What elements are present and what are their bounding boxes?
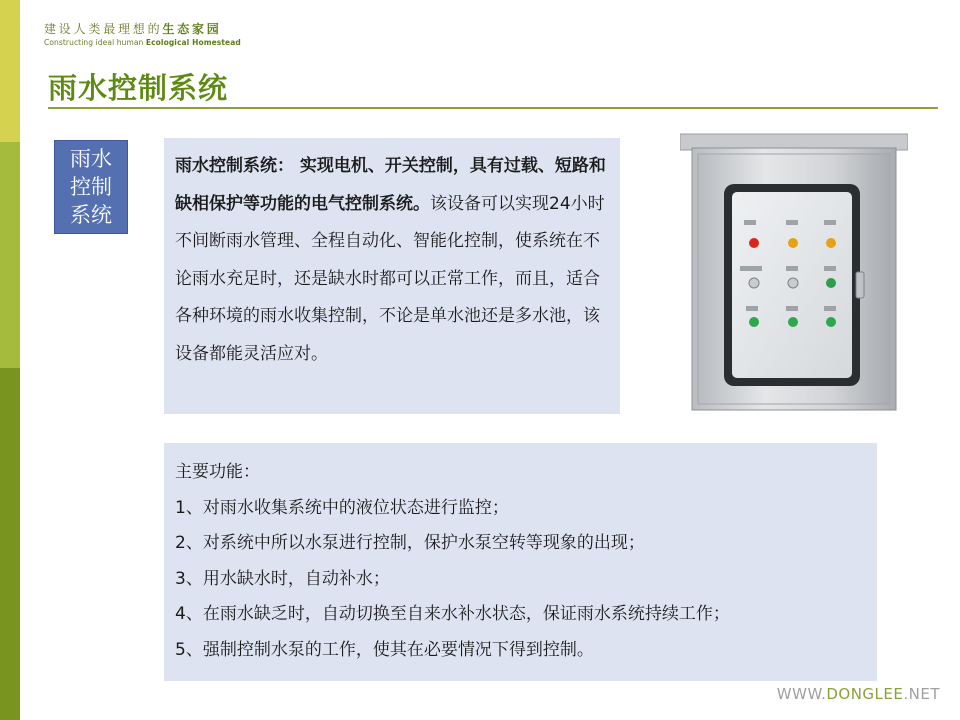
function-item: 1、对雨水收集系统中的液位状态进行监控； — [175, 497, 509, 518]
section-label-line: 系统 — [70, 203, 112, 227]
brand-slogan-cn: 建设人类最理想的生态家园 — [44, 22, 222, 36]
functions-heading: 主要功能： — [175, 462, 260, 482]
section-label-line: 雨水 — [70, 147, 112, 171]
function-item: 5、强制控制水泵的工作，使其在必要情况下得到控制。 — [175, 639, 594, 660]
left-stripe-middle — [0, 142, 20, 368]
control-cabinet-illustration — [680, 132, 908, 414]
description-bold: 实现电机、开关控制，具有过载、短路和缺相保护等功能的电气控制系统。 — [175, 156, 606, 214]
left-stripe-top — [0, 0, 20, 142]
title-divider — [48, 107, 938, 109]
page-title: 雨水控制系统 — [48, 71, 229, 105]
left-stripe-bottom — [0, 368, 20, 720]
function-item: 2、对系统中所以水泵进行控制，保护水泵空转等现象的出现； — [175, 533, 645, 553]
footer-url: WWW.DONGLEE.NET — [776, 685, 940, 703]
description-body: 该设备可以实现24小时不间断雨水管理、全程自动化、智能化控制，使系统在不论雨水充足时，还是缺水时都可以正常工作，而且，适合各种环境的雨水收集控制，不论是单水池还是多水池，该设备都能灵活应对。 — [175, 193, 605, 364]
description-box — [164, 138, 620, 414]
section-label-line: 控制 — [70, 175, 112, 199]
functions-box — [164, 443, 877, 681]
brand-slogan-en: Constructing ideal human Ecological Homestead — [44, 38, 241, 47]
function-item: 4、在雨水缺乏时，自动切换至自来水补水状态，保证雨水系统持续工作； — [175, 604, 730, 624]
section-label — [54, 140, 128, 234]
description-lead: 雨水控制系统： — [175, 156, 294, 176]
control-cabinet-image — [680, 132, 908, 414]
function-item: 3、用水缺水时，自动补水； — [175, 568, 390, 589]
